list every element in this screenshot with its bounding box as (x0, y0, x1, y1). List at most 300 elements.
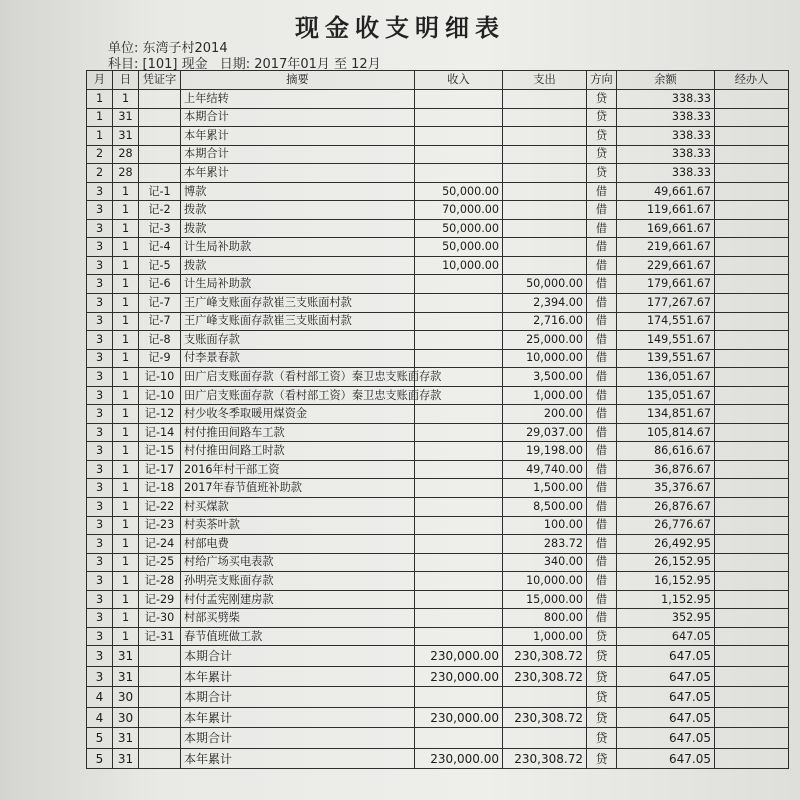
expense-cell (503, 201, 587, 220)
table-row (87, 748, 789, 769)
table-row (87, 275, 789, 294)
table-row (87, 294, 789, 313)
income-cell (415, 442, 503, 461)
balance-cell: 169,661.67 (617, 219, 715, 238)
income-cell: 70,000.00 (415, 201, 503, 220)
balance-cell: 174,551.67 (617, 312, 715, 331)
ledger-table (86, 70, 789, 769)
balance-cell: 647.05 (617, 627, 715, 646)
balance-cell: 49,661.67 (617, 182, 715, 201)
handler-cell (715, 748, 789, 769)
expense-cell: 1,500.00 (503, 479, 587, 498)
month-cell: 3 (87, 627, 113, 646)
voucher-cell: 记-10 (139, 386, 181, 405)
table-row (87, 479, 789, 498)
income-cell (415, 164, 503, 183)
balance-cell: 139,551.67 (617, 349, 715, 368)
voucher-cell: 记-1 (139, 182, 181, 201)
day-cell: 1 (113, 572, 139, 591)
balance-cell: 26,152.95 (617, 553, 715, 572)
day-cell: 1 (113, 219, 139, 238)
table-row (87, 145, 789, 164)
voucher-cell (139, 728, 181, 749)
handler-cell (715, 386, 789, 405)
expense-cell: 230,308.72 (503, 646, 587, 667)
income-cell (415, 275, 503, 294)
handler-cell (715, 182, 789, 201)
direction-cell: 贷 (587, 666, 617, 687)
table-row (87, 728, 789, 749)
income-cell: 10,000.00 (415, 256, 503, 275)
summary-cell: 本年累计 (181, 707, 415, 728)
table-row (87, 127, 789, 146)
handler-cell (715, 405, 789, 424)
table-row (87, 312, 789, 331)
direction-cell: 借 (587, 331, 617, 350)
day-cell: 1 (113, 553, 139, 572)
col-voucher: 凭证字 (139, 71, 181, 90)
month-cell: 3 (87, 479, 113, 498)
day-cell: 1 (113, 516, 139, 535)
handler-cell (715, 460, 789, 479)
income-cell (415, 145, 503, 164)
income-cell: 230,000.00 (415, 707, 503, 728)
handler-cell (715, 349, 789, 368)
month-cell: 5 (87, 728, 113, 749)
summary-cell: 支账面存款 (181, 331, 415, 350)
summary-cell: 村卖茶叶款 (181, 516, 415, 535)
summary-cell: 本期合计 (181, 646, 415, 667)
ledger-body (87, 90, 789, 769)
expense-cell (503, 728, 587, 749)
table-row (87, 553, 789, 572)
expense-cell: 2,716.00 (503, 312, 587, 331)
table-row (87, 182, 789, 201)
expense-cell: 49,740.00 (503, 460, 587, 479)
day-cell: 31 (113, 108, 139, 127)
handler-cell (715, 590, 789, 609)
handler-cell (715, 108, 789, 127)
day-cell: 1 (113, 535, 139, 554)
day-cell: 1 (113, 405, 139, 424)
handler-cell (715, 646, 789, 667)
voucher-cell (139, 108, 181, 127)
table-row (87, 516, 789, 535)
month-cell: 3 (87, 405, 113, 424)
expense-cell (503, 238, 587, 257)
balance-cell: 647.05 (617, 707, 715, 728)
handler-cell (715, 90, 789, 109)
handler-cell (715, 238, 789, 257)
handler-cell (715, 145, 789, 164)
voucher-cell: 记-7 (139, 312, 181, 331)
income-cell (415, 127, 503, 146)
table-row (87, 108, 789, 127)
summary-cell: 拨款 (181, 256, 415, 275)
month-cell: 3 (87, 590, 113, 609)
day-cell: 31 (113, 728, 139, 749)
handler-cell (715, 516, 789, 535)
day-cell: 30 (113, 707, 139, 728)
income-cell (415, 460, 503, 479)
direction-cell: 借 (587, 590, 617, 609)
summary-cell: 本期合计 (181, 108, 415, 127)
day-cell: 1 (113, 275, 139, 294)
summary-cell: 付李景春款 (181, 349, 415, 368)
day-cell: 1 (113, 182, 139, 201)
income-cell (415, 572, 503, 591)
income-cell: 230,000.00 (415, 646, 503, 667)
table-row (87, 349, 789, 368)
balance-cell: 338.33 (617, 90, 715, 109)
handler-cell (715, 312, 789, 331)
expense-cell (503, 108, 587, 127)
month-cell: 3 (87, 535, 113, 554)
summary-cell: 春节值班做工款 (181, 627, 415, 646)
income-cell (415, 312, 503, 331)
voucher-cell (139, 707, 181, 728)
handler-cell (715, 201, 789, 220)
summary-cell: 村付孟宪刚建房款 (181, 590, 415, 609)
balance-cell: 136,051.67 (617, 368, 715, 387)
expense-cell (503, 687, 587, 708)
table-row (87, 256, 789, 275)
income-cell: 50,000.00 (415, 182, 503, 201)
voucher-cell: 记-25 (139, 553, 181, 572)
month-cell: 3 (87, 331, 113, 350)
day-cell: 28 (113, 145, 139, 164)
month-cell: 3 (87, 609, 113, 628)
voucher-cell: 记-24 (139, 535, 181, 554)
summary-cell: 上年结转 (181, 90, 415, 109)
day-cell: 1 (113, 238, 139, 257)
direction-cell: 贷 (587, 90, 617, 109)
expense-cell: 800.00 (503, 609, 587, 628)
summary-cell: 村付推田间路工时款 (181, 442, 415, 461)
summary-cell: 王广峰支账面存款崔三支账面村款 (181, 294, 415, 313)
table-row (87, 164, 789, 183)
month-cell: 3 (87, 423, 113, 442)
handler-cell (715, 368, 789, 387)
voucher-cell (139, 646, 181, 667)
handler-cell (715, 553, 789, 572)
expense-cell (503, 182, 587, 201)
expense-cell: 3,500.00 (503, 368, 587, 387)
summary-cell: 本年累计 (181, 666, 415, 687)
balance-cell: 647.05 (617, 748, 715, 769)
voucher-cell: 记-7 (139, 294, 181, 313)
table-row (87, 331, 789, 350)
balance-cell: 647.05 (617, 728, 715, 749)
col-month: 月 (87, 71, 113, 90)
day-cell: 1 (113, 331, 139, 350)
income-cell (415, 108, 503, 127)
voucher-cell: 记-4 (139, 238, 181, 257)
direction-cell: 借 (587, 405, 617, 424)
month-cell: 3 (87, 312, 113, 331)
summary-cell: 村少收冬季取暖用煤资金 (181, 405, 415, 424)
table-row (87, 386, 789, 405)
handler-cell (715, 687, 789, 708)
day-cell: 1 (113, 368, 139, 387)
day-cell: 31 (113, 748, 139, 769)
month-cell: 1 (87, 108, 113, 127)
table-row (87, 666, 789, 687)
voucher-cell: 记-28 (139, 572, 181, 591)
balance-cell: 177,267.67 (617, 294, 715, 313)
voucher-cell (139, 666, 181, 687)
income-cell (415, 294, 503, 313)
summary-cell: 村部买劈柴 (181, 609, 415, 628)
table-row (87, 238, 789, 257)
balance-cell: 26,776.67 (617, 516, 715, 535)
day-cell: 1 (113, 386, 139, 405)
voucher-cell: 记-22 (139, 498, 181, 517)
direction-cell: 借 (587, 609, 617, 628)
balance-cell: 338.33 (617, 145, 715, 164)
direction-cell: 借 (587, 535, 617, 554)
table-row (87, 219, 789, 238)
day-cell: 31 (113, 127, 139, 146)
handler-cell (715, 627, 789, 646)
handler-cell (715, 423, 789, 442)
summary-cell: 计生局补助款 (181, 238, 415, 257)
balance-cell: 105,814.67 (617, 423, 715, 442)
expense-cell: 100.00 (503, 516, 587, 535)
table-row (87, 590, 789, 609)
direction-cell: 借 (587, 386, 617, 405)
voucher-cell (139, 748, 181, 769)
day-cell: 1 (113, 590, 139, 609)
voucher-cell: 记-29 (139, 590, 181, 609)
month-cell: 3 (87, 572, 113, 591)
month-cell: 3 (87, 201, 113, 220)
handler-cell (715, 609, 789, 628)
balance-cell: 134,851.67 (617, 405, 715, 424)
voucher-cell (139, 687, 181, 708)
balance-cell: 26,876.67 (617, 498, 715, 517)
handler-cell (715, 498, 789, 517)
expense-cell: 1,000.00 (503, 386, 587, 405)
voucher-cell: 记-14 (139, 423, 181, 442)
day-cell: 1 (113, 498, 139, 517)
summary-cell: 本年累计 (181, 748, 415, 769)
voucher-cell: 记-18 (139, 479, 181, 498)
month-cell: 1 (87, 90, 113, 109)
direction-cell: 借 (587, 479, 617, 498)
direction-cell: 借 (587, 238, 617, 257)
direction-cell: 贷 (587, 707, 617, 728)
expense-cell (503, 145, 587, 164)
income-cell (415, 349, 503, 368)
direction-cell: 借 (587, 256, 617, 275)
voucher-cell: 记-12 (139, 405, 181, 424)
direction-cell: 贷 (587, 108, 617, 127)
expense-cell: 340.00 (503, 553, 587, 572)
day-cell: 30 (113, 687, 139, 708)
summary-cell: 王广峰支账面存款崔三支账面村款 (181, 312, 415, 331)
voucher-cell: 记-2 (139, 201, 181, 220)
expense-cell: 200.00 (503, 405, 587, 424)
voucher-cell (139, 145, 181, 164)
expense-cell: 19,198.00 (503, 442, 587, 461)
col-direction: 方向 (587, 71, 617, 90)
day-cell: 1 (113, 312, 139, 331)
summary-cell: 本年累计 (181, 127, 415, 146)
col-day: 日 (113, 71, 139, 90)
table-row (87, 609, 789, 628)
voucher-cell: 记-23 (139, 516, 181, 535)
expense-cell: 10,000.00 (503, 349, 587, 368)
voucher-cell (139, 164, 181, 183)
balance-cell: 36,876.67 (617, 460, 715, 479)
direction-cell: 贷 (587, 646, 617, 667)
month-cell: 3 (87, 460, 113, 479)
expense-cell: 2,394.00 (503, 294, 587, 313)
balance-cell: 1,152.95 (617, 590, 715, 609)
summary-cell: 村给广场买电表款 (181, 553, 415, 572)
expense-cell: 1,000.00 (503, 627, 587, 646)
month-cell: 5 (87, 748, 113, 769)
balance-cell: 352.95 (617, 609, 715, 628)
direction-cell: 借 (587, 423, 617, 442)
expense-cell (503, 164, 587, 183)
income-cell (415, 728, 503, 749)
balance-cell: 338.33 (617, 127, 715, 146)
month-cell: 3 (87, 219, 113, 238)
income-cell (415, 687, 503, 708)
table-row (87, 498, 789, 517)
table-row (87, 90, 789, 109)
table-row (87, 442, 789, 461)
month-cell: 3 (87, 182, 113, 201)
direction-cell: 借 (587, 275, 617, 294)
voucher-cell: 记-3 (139, 219, 181, 238)
summary-cell: 田广启支账面存款（看村部工资）秦卫忠支账面存款 (181, 368, 415, 387)
table-row (87, 460, 789, 479)
subject-label: 科目: [101] 现金 (108, 57, 208, 72)
handler-cell (715, 572, 789, 591)
income-cell (415, 90, 503, 109)
month-cell: 3 (87, 368, 113, 387)
day-cell: 1 (113, 90, 139, 109)
table-row (87, 405, 789, 424)
expense-cell: 29,037.00 (503, 423, 587, 442)
day-cell: 28 (113, 164, 139, 183)
month-cell: 4 (87, 687, 113, 708)
direction-cell: 借 (587, 219, 617, 238)
summary-cell: 2016年村干部工资 (181, 460, 415, 479)
balance-cell: 219,661.67 (617, 238, 715, 257)
handler-cell (715, 294, 789, 313)
handler-cell (715, 535, 789, 554)
income-cell (415, 627, 503, 646)
day-cell: 1 (113, 442, 139, 461)
balance-cell: 16,152.95 (617, 572, 715, 591)
expense-cell (503, 90, 587, 109)
month-cell: 1 (87, 127, 113, 146)
day-cell: 1 (113, 349, 139, 368)
handler-cell (715, 479, 789, 498)
col-expense: 支出 (503, 71, 587, 90)
voucher-cell: 记-10 (139, 368, 181, 387)
summary-cell: 拨款 (181, 201, 415, 220)
voucher-cell: 记-15 (139, 442, 181, 461)
income-cell: 230,000.00 (415, 748, 503, 769)
day-cell: 1 (113, 479, 139, 498)
balance-cell: 647.05 (617, 687, 715, 708)
expense-cell: 8,500.00 (503, 498, 587, 517)
month-cell: 3 (87, 238, 113, 257)
direction-cell: 贷 (587, 728, 617, 749)
direction-cell: 借 (587, 201, 617, 220)
income-cell (415, 479, 503, 498)
col-balance: 余额 (617, 71, 715, 90)
month-cell: 4 (87, 707, 113, 728)
col-handler: 经办人 (715, 71, 789, 90)
voucher-cell: 记-9 (139, 349, 181, 368)
table-row (87, 646, 789, 667)
summary-cell: 村付推田间路车工款 (181, 423, 415, 442)
summary-cell: 本期合计 (181, 687, 415, 708)
day-cell: 1 (113, 609, 139, 628)
direction-cell: 贷 (587, 127, 617, 146)
expense-cell (503, 256, 587, 275)
handler-cell (715, 666, 789, 687)
summary-cell: 拨款 (181, 219, 415, 238)
table-row (87, 535, 789, 554)
table-row (87, 572, 789, 591)
handler-cell (715, 442, 789, 461)
income-cell (415, 331, 503, 350)
summary-cell: 计生局补助款 (181, 275, 415, 294)
month-cell: 3 (87, 516, 113, 535)
table-row (87, 707, 789, 728)
expense-cell: 230,308.72 (503, 666, 587, 687)
balance-cell: 647.05 (617, 666, 715, 687)
month-cell: 3 (87, 294, 113, 313)
table-row (87, 423, 789, 442)
balance-cell: 338.33 (617, 164, 715, 183)
summary-cell: 村部电费 (181, 535, 415, 554)
voucher-cell (139, 127, 181, 146)
direction-cell: 借 (587, 294, 617, 313)
month-cell: 2 (87, 164, 113, 183)
summary-cell: 本期合计 (181, 728, 415, 749)
table-header-row (87, 71, 789, 90)
voucher-cell: 记-30 (139, 609, 181, 628)
table-row (87, 201, 789, 220)
summary-cell: 博款 (181, 182, 415, 201)
income-cell (415, 535, 503, 554)
voucher-cell: 记-17 (139, 460, 181, 479)
summary-cell: 孙明亮支账面存款 (181, 572, 415, 591)
day-cell: 1 (113, 201, 139, 220)
direction-cell: 借 (587, 182, 617, 201)
expense-cell: 25,000.00 (503, 331, 587, 350)
balance-cell: 149,551.67 (617, 331, 715, 350)
income-cell (415, 423, 503, 442)
direction-cell: 借 (587, 498, 617, 517)
expense-cell (503, 219, 587, 238)
direction-cell: 借 (587, 460, 617, 479)
summary-cell: 本期合计 (181, 145, 415, 164)
handler-cell (715, 219, 789, 238)
month-cell: 3 (87, 666, 113, 687)
day-cell: 1 (113, 460, 139, 479)
handler-cell (715, 127, 789, 146)
month-cell: 2 (87, 145, 113, 164)
